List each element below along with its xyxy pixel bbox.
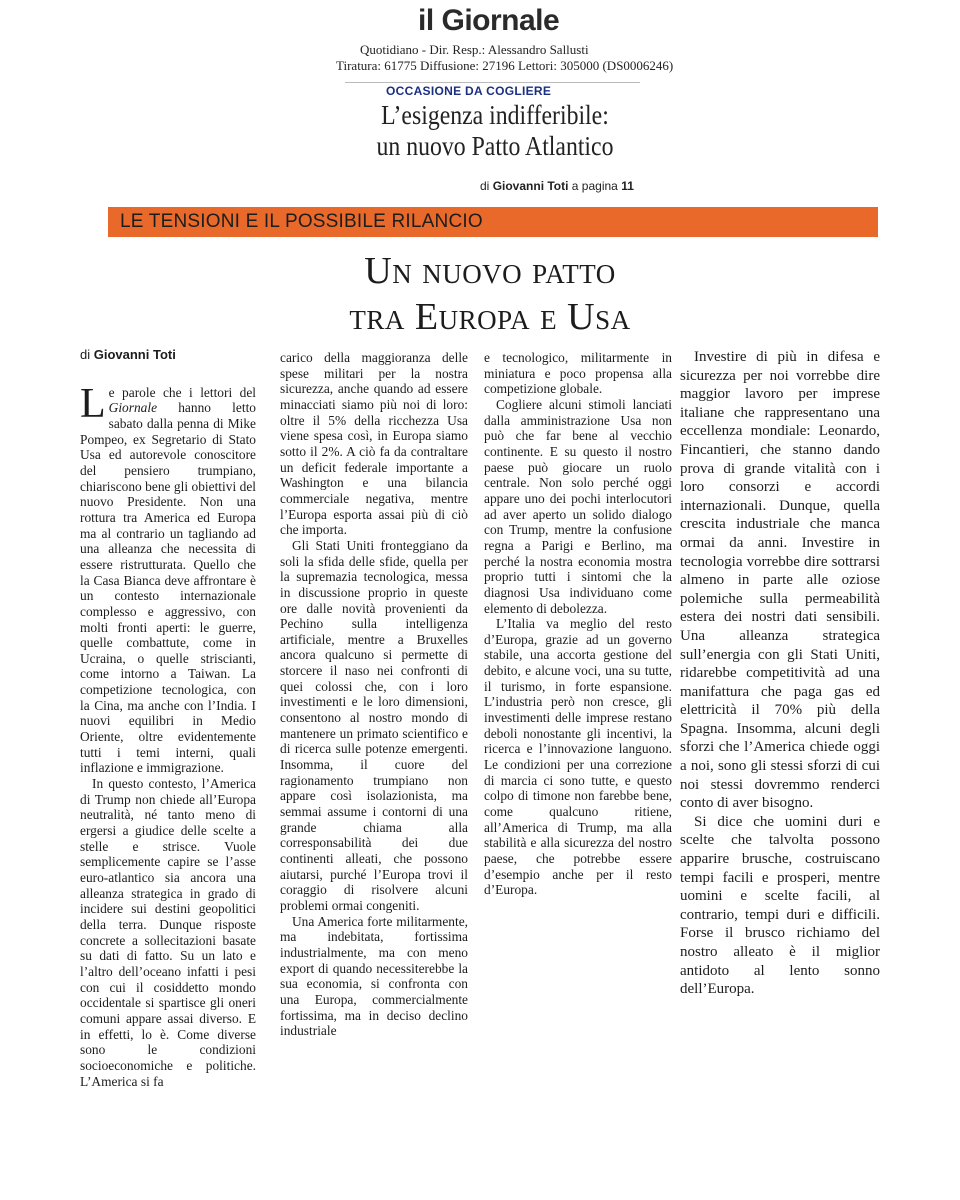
article-column-1 (80, 347, 256, 1089)
teaser-byline-suffix: a pagina (568, 179, 622, 193)
article-byline (80, 347, 256, 363)
paragraph-emphasis: Giornale (108, 400, 158, 416)
article-headline-line1: Un nuovo patto (364, 250, 616, 292)
masthead-editor-line: Quotidiano - Dir. Resp.: Alessandro Sallusti (360, 42, 589, 57)
article-byline-author: Giovanni Toti (93, 347, 176, 362)
article-paragraph: e tecnologico, militarmente in miniatura e poco propensa alla competizione globale. (484, 350, 672, 397)
paragraph-text-b: hanno letto sabato dalla penna di Mike Pompeo, ex Segretario di Stato Usa ed autorevole conoscitore del pensiero trumpiano, chiariscono bene gli obiettivi del nuovo Presidente. Non una rottura tra America ed Europa ma al contrario un tagliando ad una alleanza che necessita di essere ristrutturata. Quello che la Casa Bianca deve affrontare è un contesto internazionale complesso e aggressivo, con molti fronti aperti: le guerre, quelle combattute, come in Ucraina, o quelle striscianti, come intorno a Taiwan. La competizione tecnologica, con la Cina, ma anche con l’India. I nuovi equilibri in Medio Oriente, oltre evidentemente tutti i temi interni, quali inflazione e immigrazione. (80, 400, 256, 776)
article-headline (250, 248, 730, 340)
masthead-title: il Giornale (418, 4, 560, 37)
teaser-byline (480, 179, 634, 193)
article-paragraph: Una America forte militarmente, ma indebitata, fortissima industrialmente, ma con meno export di quando necessiterebbe la sua economia, si confronta con una Europa, commercialmente fortissima, ma in deciso declino industriale (280, 913, 468, 1039)
article-paragraph: Gli Stati Uniti fronteggiano da soli la sfida delle sfide, quella per la supremazia tecnologica, messa in discussione proprio in queste ore dalle novità provenienti da Pechino sulla intelligenza artificiale, mentre a Bruxelles ancora qualcuno si permette di storcere il naso nei confronti di quei colossi che, con i loro investimenti e le loro dimensioni, consentono al nostro mondo di mantenere un primato scientifico e di ricerca sulle potenze emergenti. Insomma, il cuore del ragionamento trumpiano non appare così isolazionista, ma semmai assume i contorni di una grande chiama alla corresponsabilità dei due continenti alleati, che possono aiutarsi, purché l’Europa trovi il coraggio di risolvere alcuni problemi ormai congeniti. (280, 537, 468, 913)
teaser-headline (359, 100, 632, 162)
article-column-2 (280, 350, 468, 1039)
teaser-headline-line1: L’esigenza indifferibile: (381, 100, 609, 130)
teaser-byline-page: 11 (621, 179, 634, 193)
teaser-byline-author: Giovanni Toti (492, 179, 569, 193)
article-paragraph: Investire di più in difesa e sicurezza per noi vorrebbe dire maggior lavoro per imprese italiane che rappresentano una eccellenza mondiale: Leonardo, Fincantieri, che stanno dando prova di grande vitalità con i loro consorzi e accordi internazionali. Dunque, quella crescita industriale che manca ormai da anni. Investire in tecnologia vorrebbe dire sottrarsi almeno in parte alle oziose polemiche sulla permeabilità estera dei nostri dati sensibili. Una alleanza strategica sull’energia con gli Stati Uniti, ridarebbe competitività ad una manifattura che paga gas ed elettricità il 70% più della Spagna. Insomma, alcuni degli sforzi che l’America chiede oggi a noi, sono gli stessi sforzi di cui noi stessi dovremmo renderci conto di aver bisogno. (680, 349, 880, 812)
teaser-byline-prefix: di (480, 179, 493, 193)
teaser-top-rule (345, 82, 640, 83)
paragraph-text-a: e parole che i lettori del (108, 384, 256, 400)
section-banner-label: LE TENSIONI E IL POSSIBILE RILANCIO (120, 211, 483, 232)
section-banner (108, 207, 878, 237)
article-paragraph (80, 380, 256, 776)
article-paragraph: Cogliere alcuni stimoli lanciati dalla amministrazione Usa non può che far bene al vecchio continente. E su questo il nostro paese può giocare un ruolo centrale. Non solo perché oggi appare uno dei pochi interlocutori ad aver aperto un solido dialogo con Trump, mentre la confusione regna a Parigi e Berlino, ma perché la nostra economia mostra proprio tutti i sintomi che la diagnosi Usa individuano come elemento di debolezza. (484, 396, 672, 616)
article-byline-prefix: di (80, 347, 94, 362)
article-paragraph: In questo contesto, l’America di Trump non chiede all’Europa neutralità, né tanto meno di ergersi a giudice delle scelte a stelle e strisce. Vuole semplicemente capire se l’asse euro-atlantico sia ancora una alleanza strategica in grado di incidere sui destini geopolitici della terra. Dunque risposte concrete a sollecitazioni basate su dati di fatto. Su un lato e l’altro dell’oceano infatti i pesi con cui il cosiddetto mondo occidentale si spartisce gli oneri comuni appare assai diverso. E in effetti, lo è. Come diverse sono le condizioni socioeconomiche e politiche. L’America si fa (80, 776, 256, 1089)
drop-cap: L (80, 380, 106, 427)
masthead-circulation-line: Tiratura: 61775 Diffusione: 27196 Lettori: 305000 (DS0006246) (336, 58, 674, 73)
article-paragraph: Si dice che uomini duri e scelte che talvolta possono apparire brusche, costruiscano tempi facili e prosperi, mentre uomini e scelte facili, al contrario, tempi duri e difficili. Forse il brusco richiamo del nostro alleato è il miglior antidoto al lento sonno dell’Europa. (680, 813, 880, 998)
article-column-4 (680, 348, 880, 999)
teaser-kicker: OCCASIONE DA COGLIERE (386, 84, 552, 98)
article-paragraph: carico della maggioranza delle spese militari per la nostra sicurezza, anche quando ad essere minacciati siamo più noi di loro: oltre il 5% della ricchezza Usa viene spesa così, in Europa siamo sotto il 2%. A ciò fa da contraltare un deficit federale importante a Washington e una bilancia commerciale negativa, mentre l’Europa esporta assai più di ciò che importa. (280, 350, 468, 538)
article-paragraph: L’Italia va meglio del resto d’Europa, grazie ad un governo stabile, una accorta gestione del debito, e alcune voci, una su tutte, il turismo, in forte espansione. L’industria però non cresce, gli investimenti delle imprese restano deboli nonostante gli incentivi, la ricerca e l’innovazione languono. Le condizioni per una correzione di marcia ci sono tutte, e questo colpo di timone non farebbe bene, come qualcuno ritiene, all’America di Trump, ma alla stabilità e alla sicurezza del nostro paese, che potrebbe essere d’esempio anche per il resto d’Europa. (484, 616, 672, 898)
article-headline-line2: tra Europa e Usa (349, 296, 631, 338)
teaser-headline-line2: un nuovo Patto Atlantico (376, 131, 614, 161)
article-column-3 (484, 350, 672, 898)
